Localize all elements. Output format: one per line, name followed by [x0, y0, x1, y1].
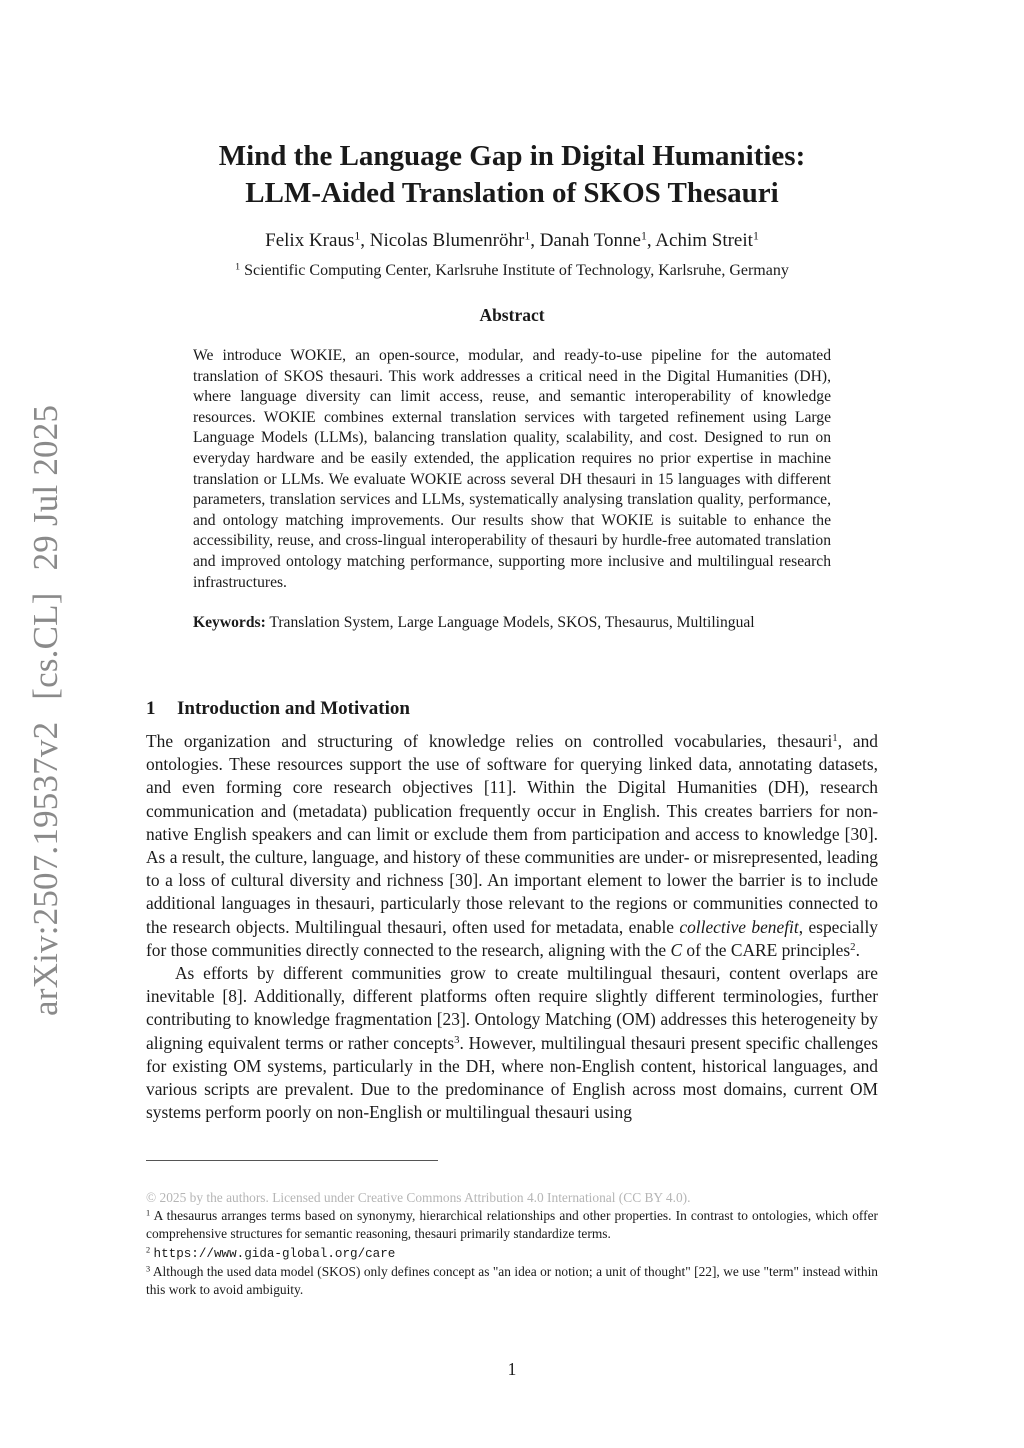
license-notice: © 2025 by the authors. Licensed under Creative Commons Attribution 4.0 International (CC BY 4.0).	[146, 1190, 691, 1205]
paper-title	[140, 138, 884, 212]
footnote-text: Although the used data model (SKOS) only defines concept as "an idea or notion; a unit of thought" [22], we use "term" instead within this work to avoid ambiguity.	[146, 1263, 878, 1298]
author-affiliation-mark: 1	[640, 229, 647, 243]
arxiv-sidebar-stamp	[18, 404, 74, 1016]
footnote-ref[interactable]: 1	[832, 732, 838, 745]
author-name: Danah Tonne	[539, 230, 641, 251]
paragraph	[146, 962, 878, 1124]
paragraph-text: , and ontologies. These resources support the use of software for querying linked data, annotating datasets, and even forming core research objectives [11]. Within the Digital Humanities (DH), research communication and (metadata) publication frequently occur in English. This creates barriers for non-native English speakers and can limit or exclude them from participation and access to knowledge [30]. As a result, the culture, language, and history of these communities are under- or misrepresented, leading to a loss of cultural diversity and richness [30]. An important element to lower the barrier is to include additional languages in thesauri, particularly those relevant to the regions or communities connected to the research objects. Multilingual thesauri, often used for metadata, enable	[146, 731, 879, 937]
author-list: Felix Kraus$^1$, Nicolas Blumenröhr$^1$, Danah Tonne$^1$, Achim Streit$^1$	[265, 229, 759, 251]
footnote-divider	[146, 1160, 438, 1161]
section-title: Introduction and Motivation	[177, 698, 410, 719]
footnote-mark: 1	[146, 1208, 151, 1218]
author-name: Felix Kraus	[265, 230, 355, 251]
footnote-mark: 3	[146, 1264, 151, 1274]
author-affiliation-mark: 1	[354, 229, 361, 243]
arxiv-date: 29 Jul 2025	[26, 404, 65, 571]
footnote-ref[interactable]: 2	[850, 940, 856, 953]
abstract-heading: Abstract	[479, 305, 545, 325]
paragraph-text: of the CARE principles	[682, 939, 851, 960]
title-line-2: LLM-Aided Translation of SKOS Thesauri	[245, 177, 779, 209]
footnotes	[146, 1189, 878, 1299]
author-name: Achim Streit	[655, 230, 753, 251]
affiliation	[140, 260, 884, 282]
paragraph	[146, 730, 878, 962]
keywords-label: Keywords:	[193, 614, 266, 631]
page-number: 1	[507, 1359, 517, 1379]
footnote-mark: 2	[146, 1245, 151, 1255]
footnote-link[interactable]: https://www.gida-global.org/care	[153, 1246, 396, 1261]
footnote	[146, 1207, 878, 1243]
author-affiliation-mark: 1	[752, 229, 759, 243]
abstract-text: We introduce WOKIE, an open-source, modular, and ready-to-use pipeline for the automated translation of SKOS thesauri. This work addresses a critical need in the Digital Humanities (DH), where language diversity can limit access, reuse, and semantic interoperability of knowledge resources. WOKIE combines external translation services with targeted refinement using Large Language Models (LLMs), balancing translation quality, scalability, and cost. Designed to run on everyday hardware and be easily extended, the application requires no prior expertise in machine translation or LLMs. We evaluate WOKIE across several DH thesauri in 15 languages with different parameters, translation services and LLMs, systematically analysing translation quality, performance, and ontology matching improvements. Our results show that WOKIE is suitable to enhance the accessibility, reuse, and cross-lingual interoperability of thesauri by hurdle-free automated translation and improved ontology matching performance, supporting more inclusive and multilingual research infrastructures.	[193, 347, 831, 591]
arxiv-category: [cs.CL]	[26, 592, 65, 700]
section-number: 1	[146, 698, 156, 719]
emphasis-text: C	[670, 939, 683, 960]
affiliation-text: Scientific Computing Center, Karlsruhe Institute of Technology, Karlsruhe, Germany	[244, 262, 789, 279]
title-line-1: Mind the Language Gap in Digital Humanities:	[218, 140, 806, 172]
section-heading	[146, 696, 886, 722]
keywords	[193, 612, 833, 634]
paragraph-text: The organization and structuring of knowledge relies on controlled vocabularies, thesauri	[146, 731, 833, 751]
author-name: Nicolas Blumenröhr	[369, 230, 525, 251]
footnote-ref[interactable]: 3	[454, 1033, 460, 1046]
footnote-text: A thesaurus arranges terms based on synonymy, hierarchical relationships and other properties. In contrast to ontologies, which offer comprehensive structures for semantic reasoning, thesauri primarily standardize terms.	[146, 1208, 879, 1242]
affiliation-mark: 1	[235, 261, 241, 273]
footnote	[146, 1244, 878, 1263]
keywords-text: Translation System, Large Language Models, SKOS, Thesaurus, Multilingual	[269, 614, 755, 631]
paragraph-text: As efforts by different communities grow to create multilingual thesauri, content overlaps are inevitable [8]. Additionally, different platforms often require slightly different terminologies, further contributing to knowledge fragmentation [23]. Ontology Matching (OM) addresses this heterogeneity by aligning equivalent terms or rather concepts	[146, 963, 878, 1053]
arxiv-identifier	[18, 404, 74, 1016]
paragraph-text: , especially for those communities directly connected to the research, aligning with the	[146, 916, 878, 960]
emphasis-text: collective benefit	[679, 916, 799, 937]
paragraph-text: .	[855, 939, 860, 960]
body-text	[146, 730, 878, 1124]
arxiv-id: arXiv:2507.19537v2	[26, 721, 65, 1016]
footnote	[146, 1263, 878, 1299]
paragraph-text: . However, multilingual thesauri present specific challenges for existing OM systems, particularly in the DH, where non-English content, historical languages, and various scripts are prevalent. Due to the predominance of English across most domains, current OM systems perform poorly on non-English or multilingual thesauri using	[146, 1032, 878, 1123]
author-affiliation-mark: 1	[524, 229, 531, 243]
